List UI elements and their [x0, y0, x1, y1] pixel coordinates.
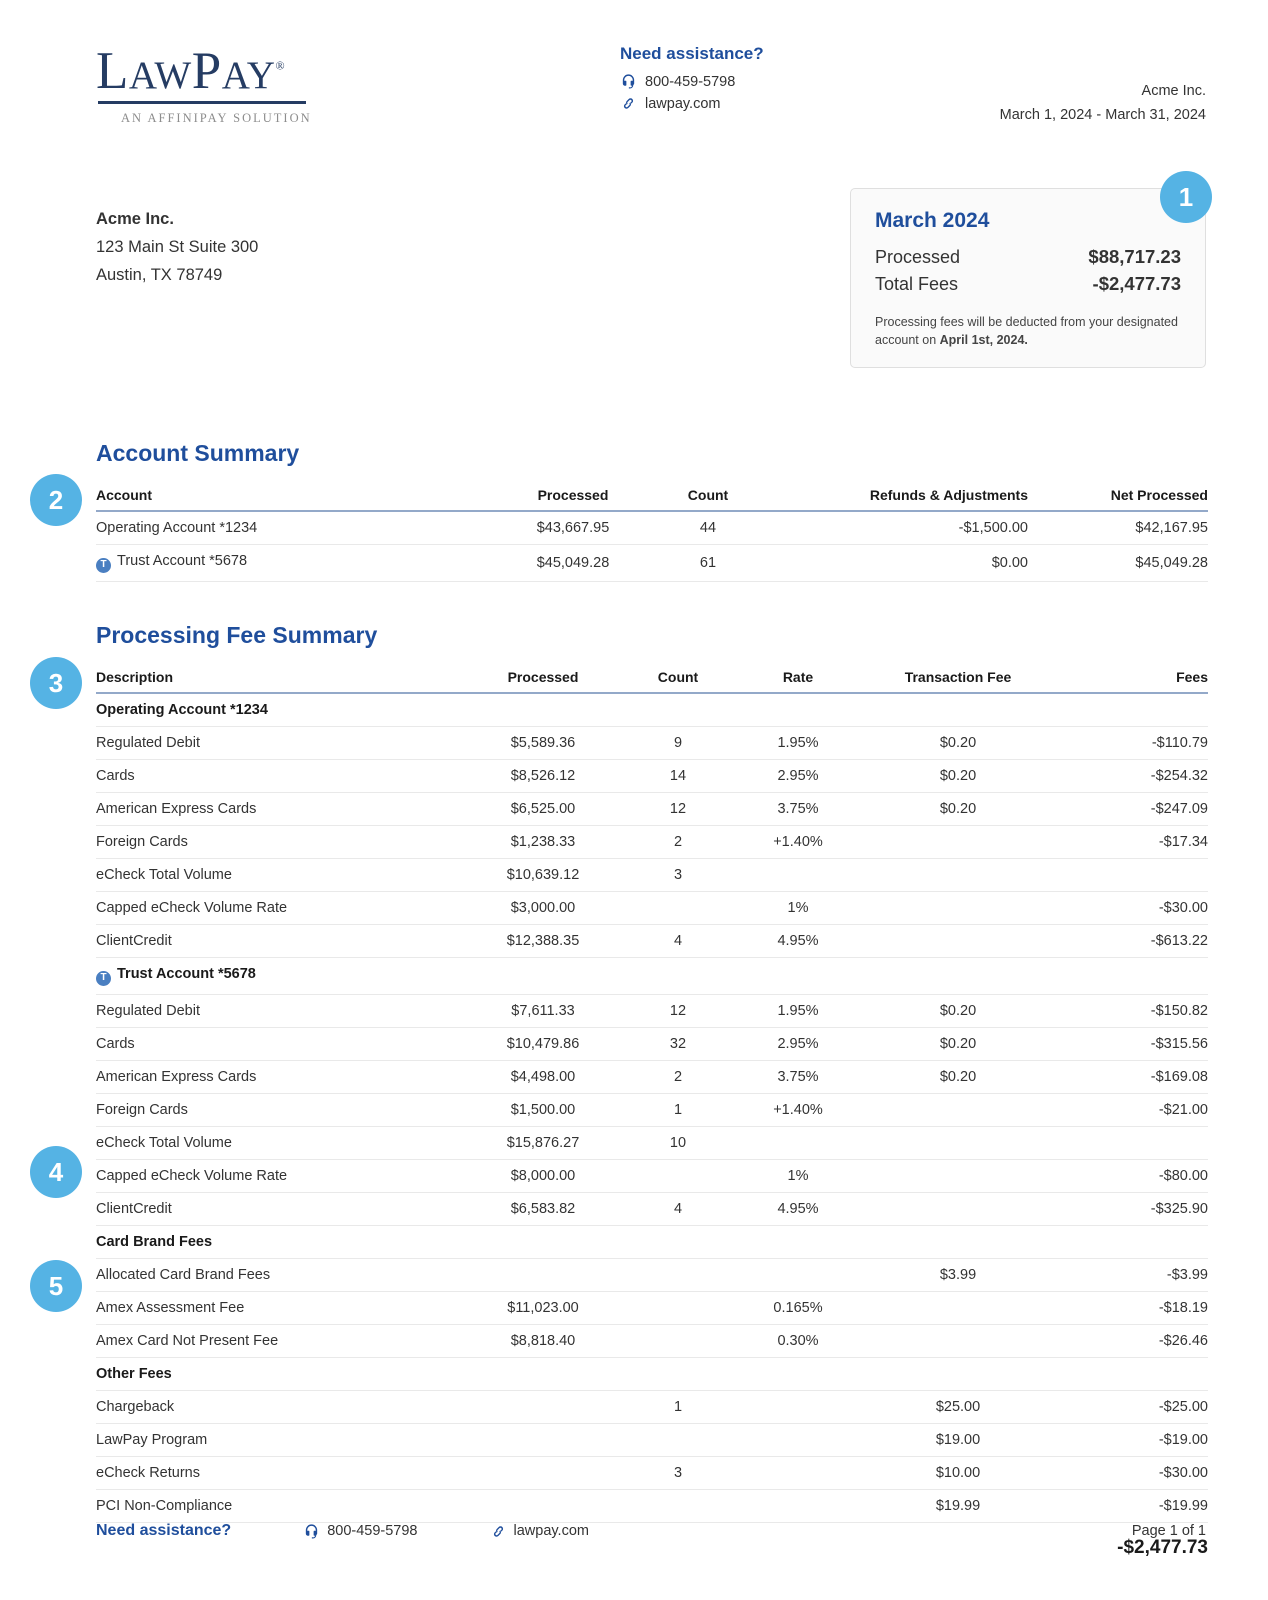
header-period: March 1, 2024 - March 31, 2024: [999, 106, 1206, 123]
rate-cell: [738, 1357, 858, 1390]
count-cell: [618, 1423, 738, 1456]
rate-cell: 2.95%: [738, 760, 858, 793]
fees-cell: -$21.00: [1058, 1093, 1208, 1126]
processed-cell: $8,000.00: [468, 1159, 618, 1192]
table-row: [96, 545, 1208, 582]
count-cell: 1: [618, 1093, 738, 1126]
description-cell: American Express Cards: [96, 793, 468, 826]
transaction-fee-cell: [858, 958, 1058, 995]
fees-cell: -$18.19: [1058, 1291, 1208, 1324]
transaction-fee-cell: [858, 859, 1058, 892]
description-cell: Operating Account *1234: [96, 693, 468, 727]
description-cell: PCI Non-Compliance: [96, 1489, 468, 1522]
transaction-fee-cell: [858, 1093, 1058, 1126]
count-cell: 4: [618, 1192, 738, 1225]
fees-cell: -$80.00: [1058, 1159, 1208, 1192]
table-row: [96, 1489, 1208, 1522]
lawpay-logo: [96, 42, 416, 126]
page-header: [0, 0, 1268, 150]
fees-cell: -$613.22: [1058, 925, 1208, 958]
transaction-fee-cell: [858, 1159, 1058, 1192]
processed-cell: $8,526.12: [468, 760, 618, 793]
description-cell: eCheck Total Volume: [96, 1126, 468, 1159]
merchant-address: [96, 205, 258, 289]
account-summary-title: Account Summary: [96, 440, 300, 466]
processed-cell: $12,388.35: [468, 925, 618, 958]
transaction-fee-cell: $0.20: [858, 1027, 1058, 1060]
table-row: [96, 1159, 1208, 1192]
fee-summary-title: Processing Fee Summary: [96, 622, 378, 648]
count-cell: 32: [618, 1027, 738, 1060]
transaction-fee-cell: $0.20: [858, 1060, 1058, 1093]
card-processed-value: $88,717.23: [1088, 246, 1181, 267]
processed-cell: $3,000.00: [468, 892, 618, 925]
table-row: [96, 793, 1208, 826]
card-processed-row: [875, 246, 1181, 268]
logo-underline: [98, 101, 306, 104]
header-meta: [1000, 80, 1206, 128]
footer-website: lawpay.com: [513, 1523, 589, 1539]
fees-cell: -$315.56: [1058, 1027, 1208, 1060]
table-group-row: [96, 958, 1208, 995]
table-row: [96, 1390, 1208, 1423]
link-icon: [620, 95, 637, 112]
fees-cell: -$19.99: [1058, 1489, 1208, 1522]
fee-summary-table: [96, 669, 1208, 1567]
description-cell: T Trust Account *5678: [96, 958, 468, 995]
trust-account-icon: T: [96, 558, 111, 573]
fees-cell: -$254.32: [1058, 760, 1208, 793]
processed-cell: $6,525.00: [468, 793, 618, 826]
transaction-fee-cell: [858, 1291, 1058, 1324]
rate-cell: [738, 1489, 858, 1522]
fees-cell: -$30.00: [1058, 1456, 1208, 1489]
processed-cell: $43,667.95: [498, 511, 648, 545]
col-processed: Processed: [468, 669, 618, 693]
fees-cell: -$25.00: [1058, 1390, 1208, 1423]
logo-part-0: L: [96, 42, 129, 100]
description-cell: Foreign Cards: [96, 1093, 468, 1126]
link-icon: [490, 1523, 507, 1540]
rate-cell: 3.75%: [738, 793, 858, 826]
table-row: [96, 1192, 1208, 1225]
processed-cell: $4,498.00: [468, 1060, 618, 1093]
header-company: Acme Inc.: [1141, 83, 1206, 99]
count-cell: 14: [618, 760, 738, 793]
fees-cell: [1058, 693, 1208, 727]
count-cell: [618, 1324, 738, 1357]
count-cell: 61: [648, 545, 768, 582]
rate-cell: 3.75%: [738, 1060, 858, 1093]
col-description: Description: [96, 669, 468, 693]
table-group-row: [96, 1225, 1208, 1258]
registered-mark: ®: [275, 58, 286, 73]
table-group-row: [96, 1357, 1208, 1390]
footer-website-row: [490, 1523, 589, 1540]
table-row: [96, 859, 1208, 892]
transaction-fee-cell: [858, 1357, 1058, 1390]
count-cell: 4: [618, 925, 738, 958]
logo-part-2: P: [191, 42, 222, 100]
transaction-fee-cell: [858, 925, 1058, 958]
rate-cell: [738, 859, 858, 892]
description-cell: LawPay Program: [96, 1423, 468, 1456]
table-row: [96, 826, 1208, 859]
processed-cell: $1,500.00: [468, 1093, 618, 1126]
count-cell: 2: [618, 826, 738, 859]
header-website-row: [620, 95, 920, 112]
count-cell: [618, 1159, 738, 1192]
logo-wordmark: [96, 42, 416, 100]
table-row: [96, 1456, 1208, 1489]
footer-phone-row: [303, 1523, 417, 1540]
processed-cell: $6,583.82: [468, 1192, 618, 1225]
table-header-row: [96, 487, 1208, 511]
logo-part-1: AW: [128, 54, 192, 97]
col-fees: Fees: [1058, 669, 1208, 693]
col-net: Net Processed: [1028, 487, 1208, 511]
callout-badge-5: 5: [30, 1260, 82, 1312]
transaction-fee-cell: $25.00: [858, 1390, 1058, 1423]
description-cell: Allocated Card Brand Fees: [96, 1258, 468, 1291]
processed-cell: [468, 693, 618, 727]
callout-badge-2: 2: [30, 474, 82, 526]
rate-cell: [738, 1258, 858, 1291]
rate-cell: 2.95%: [738, 1027, 858, 1060]
processed-cell: $5,589.36: [468, 727, 618, 760]
table-row: [96, 727, 1208, 760]
description-cell: Chargeback: [96, 1390, 468, 1423]
table-row: [96, 1126, 1208, 1159]
processed-cell: [468, 1357, 618, 1390]
processed-cell: $8,818.40: [468, 1324, 618, 1357]
rate-cell: 4.95%: [738, 925, 858, 958]
description-cell: ClientCredit: [96, 925, 468, 958]
transaction-fee-cell: $10.00: [858, 1456, 1058, 1489]
col-transaction-fee: Transaction Fee: [858, 669, 1058, 693]
table-row: [96, 994, 1208, 1027]
transaction-fee-cell: $0.20: [858, 760, 1058, 793]
rate-cell: [738, 1423, 858, 1456]
description-cell: Other Fees: [96, 1357, 468, 1390]
fees-cell: -$30.00: [1058, 892, 1208, 925]
assistance-title: Need assistance?: [620, 44, 764, 63]
fees-cell: -$325.90: [1058, 1192, 1208, 1225]
fees-cell: [1058, 859, 1208, 892]
rate-cell: 4.95%: [738, 1192, 858, 1225]
footer-page-number: Page 1 of 1: [1131, 1523, 1206, 1539]
description-cell: Foreign Cards: [96, 826, 468, 859]
fees-cell: [1058, 1126, 1208, 1159]
count-cell: [618, 892, 738, 925]
rate-cell: 0.165%: [738, 1291, 858, 1324]
table-row: [96, 760, 1208, 793]
rate-cell: 1%: [738, 892, 858, 925]
table-row: [96, 1324, 1208, 1357]
month-summary-card: [850, 188, 1206, 368]
rate-cell: [738, 958, 858, 995]
footer-phone: 800-459-5798: [327, 1523, 418, 1539]
count-cell: [618, 1291, 738, 1324]
count-cell: 1: [618, 1390, 738, 1423]
count-cell: 44: [648, 511, 768, 545]
account-summary-table: [96, 487, 1208, 582]
transaction-fee-cell: [858, 1126, 1058, 1159]
card-processed-label: Processed: [875, 247, 961, 267]
processed-cell: $1,238.33: [468, 826, 618, 859]
card-note-prefix: Processing fees will be deducted from your designated account on: [875, 315, 1178, 348]
transaction-fee-cell: $3.99: [858, 1258, 1058, 1291]
rate-cell: [738, 693, 858, 727]
count-cell: [618, 693, 738, 727]
fees-cell: -$3.99: [1058, 1258, 1208, 1291]
count-cell: [618, 1225, 738, 1258]
fees-cell: [1058, 958, 1208, 995]
transaction-fee-cell: [858, 892, 1058, 925]
address-line2: Austin, TX 78749: [96, 266, 223, 285]
count-cell: [618, 1357, 738, 1390]
card-deduction-note: [875, 313, 1181, 349]
processed-cell: $10,639.12: [468, 859, 618, 892]
transaction-fee-cell: $0.20: [858, 727, 1058, 760]
col-processed: Processed: [498, 487, 648, 511]
fees-cell: -$169.08: [1058, 1060, 1208, 1093]
transaction-fee-cell: $19.99: [858, 1489, 1058, 1522]
fees-cell: [1058, 1225, 1208, 1258]
count-cell: 3: [618, 859, 738, 892]
account-name-cell: T Trust Account *5678: [96, 545, 498, 582]
rate-cell: [738, 1390, 858, 1423]
count-cell: 12: [618, 994, 738, 1027]
trust-account-icon: T: [96, 971, 111, 986]
fees-cell: -$26.46: [1058, 1324, 1208, 1357]
page-footer: [96, 1522, 1206, 1540]
col-account: Account: [96, 487, 498, 511]
card-fees-label: Total Fees: [875, 274, 959, 294]
rate-cell: 1.95%: [738, 994, 858, 1027]
table-row: [96, 1258, 1208, 1291]
logo-tagline: AN AFFINIPAY SOLUTION: [121, 111, 312, 125]
count-cell: 9: [618, 727, 738, 760]
fees-cell: -$247.09: [1058, 793, 1208, 826]
processed-cell: $11,023.00: [468, 1291, 618, 1324]
processed-cell: [468, 1489, 618, 1522]
table-row: [96, 511, 1208, 545]
processed-cell: [468, 1225, 618, 1258]
count-cell: 3: [618, 1456, 738, 1489]
processed-cell: [468, 1456, 618, 1489]
rate-cell: 0.30%: [738, 1324, 858, 1357]
table-row: [96, 1093, 1208, 1126]
transaction-fee-cell: [858, 1324, 1058, 1357]
table-row: [96, 892, 1208, 925]
description-cell: Capped eCheck Volume Rate: [96, 1159, 468, 1192]
fees-cell: [1058, 1357, 1208, 1390]
grand-total-value: -$2,477.73: [1117, 1536, 1208, 1558]
net-processed-cell: $45,049.28: [1028, 545, 1208, 582]
processed-cell: $15,876.27: [468, 1126, 618, 1159]
transaction-fee-cell: [858, 1225, 1058, 1258]
fees-cell: -$19.00: [1058, 1423, 1208, 1456]
table-row: [96, 925, 1208, 958]
headset-icon: [303, 1523, 320, 1540]
count-cell: [618, 1489, 738, 1522]
header-website: lawpay.com: [645, 95, 721, 112]
table-header-row: [96, 669, 1208, 693]
footer-assistance-title: Need assistance?: [96, 1522, 232, 1539]
fees-cell: -$17.34: [1058, 826, 1208, 859]
count-cell: [618, 1258, 738, 1291]
description-cell: Capped eCheck Volume Rate: [96, 892, 468, 925]
table-row: [96, 1291, 1208, 1324]
description-cell: Regulated Debit: [96, 727, 468, 760]
rate-cell: +1.40%: [738, 1093, 858, 1126]
description-cell: Amex Assessment Fee: [96, 1291, 468, 1324]
rate-cell: [738, 1126, 858, 1159]
transaction-fee-cell: [858, 693, 1058, 727]
description-cell: ClientCredit: [96, 1192, 468, 1225]
table-row: [96, 1423, 1208, 1456]
header-assistance: [620, 44, 920, 117]
account-name-cell: Operating Account *1234: [96, 511, 498, 545]
processed-cell: [468, 1258, 618, 1291]
fees-cell: -$150.82: [1058, 994, 1208, 1027]
refunds-cell: $0.00: [768, 545, 1028, 582]
card-month-title: March 2024: [875, 209, 990, 232]
transaction-fee-cell: $0.20: [858, 994, 1058, 1027]
processed-cell: [468, 1390, 618, 1423]
fees-cell: -$110.79: [1058, 727, 1208, 760]
table-row: [96, 1060, 1208, 1093]
col-count: Count: [618, 669, 738, 693]
description-cell: eCheck Returns: [96, 1456, 468, 1489]
logo-part-3: AY: [221, 54, 276, 97]
table-row: [96, 1027, 1208, 1060]
transaction-fee-cell: [858, 826, 1058, 859]
count-cell: 12: [618, 793, 738, 826]
processed-cell: $45,049.28: [498, 545, 648, 582]
processed-cell: [468, 1423, 618, 1456]
transaction-fee-cell: $0.20: [858, 793, 1058, 826]
count-cell: 10: [618, 1126, 738, 1159]
processed-cell: $7,611.33: [468, 994, 618, 1027]
header-phone-row: [620, 73, 920, 90]
rate-cell: +1.40%: [738, 826, 858, 859]
callout-badge-4: 4: [30, 1146, 82, 1198]
rate-cell: [738, 1456, 858, 1489]
callout-badge-1: 1: [1160, 171, 1212, 223]
card-fees-value: -$2,477.73: [1092, 273, 1181, 294]
callout-badge-3: 3: [30, 657, 82, 709]
processed-cell: [468, 958, 618, 995]
transaction-fee-cell: [858, 1192, 1058, 1225]
refunds-cell: -$1,500.00: [768, 511, 1028, 545]
description-cell: Cards: [96, 760, 468, 793]
headset-icon: [620, 73, 637, 90]
col-count: Count: [648, 487, 768, 511]
description-cell: Amex Card Not Present Fee: [96, 1324, 468, 1357]
address-name: Acme Inc.: [96, 210, 174, 228]
rate-cell: 1.95%: [738, 727, 858, 760]
rate-cell: 1%: [738, 1159, 858, 1192]
description-cell: Cards: [96, 1027, 468, 1060]
description-cell: Regulated Debit: [96, 994, 468, 1027]
card-fees-row: [875, 273, 1181, 295]
net-processed-cell: $42,167.95: [1028, 511, 1208, 545]
transaction-fee-cell: $19.00: [858, 1423, 1058, 1456]
description-cell: Card Brand Fees: [96, 1225, 468, 1258]
description-cell: American Express Cards: [96, 1060, 468, 1093]
count-cell: [618, 958, 738, 995]
col-refunds: Refunds & Adjustments: [768, 487, 1028, 511]
description-cell: eCheck Total Volume: [96, 859, 468, 892]
card-note-date: April 1st, 2024.: [939, 333, 1028, 348]
count-cell: 2: [618, 1060, 738, 1093]
address-line1: 123 Main St Suite 300: [96, 238, 259, 257]
table-group-row: [96, 693, 1208, 727]
rate-cell: [738, 1225, 858, 1258]
col-rate: Rate: [738, 669, 858, 693]
header-phone: 800-459-5798: [645, 73, 736, 90]
processed-cell: $10,479.86: [468, 1027, 618, 1060]
